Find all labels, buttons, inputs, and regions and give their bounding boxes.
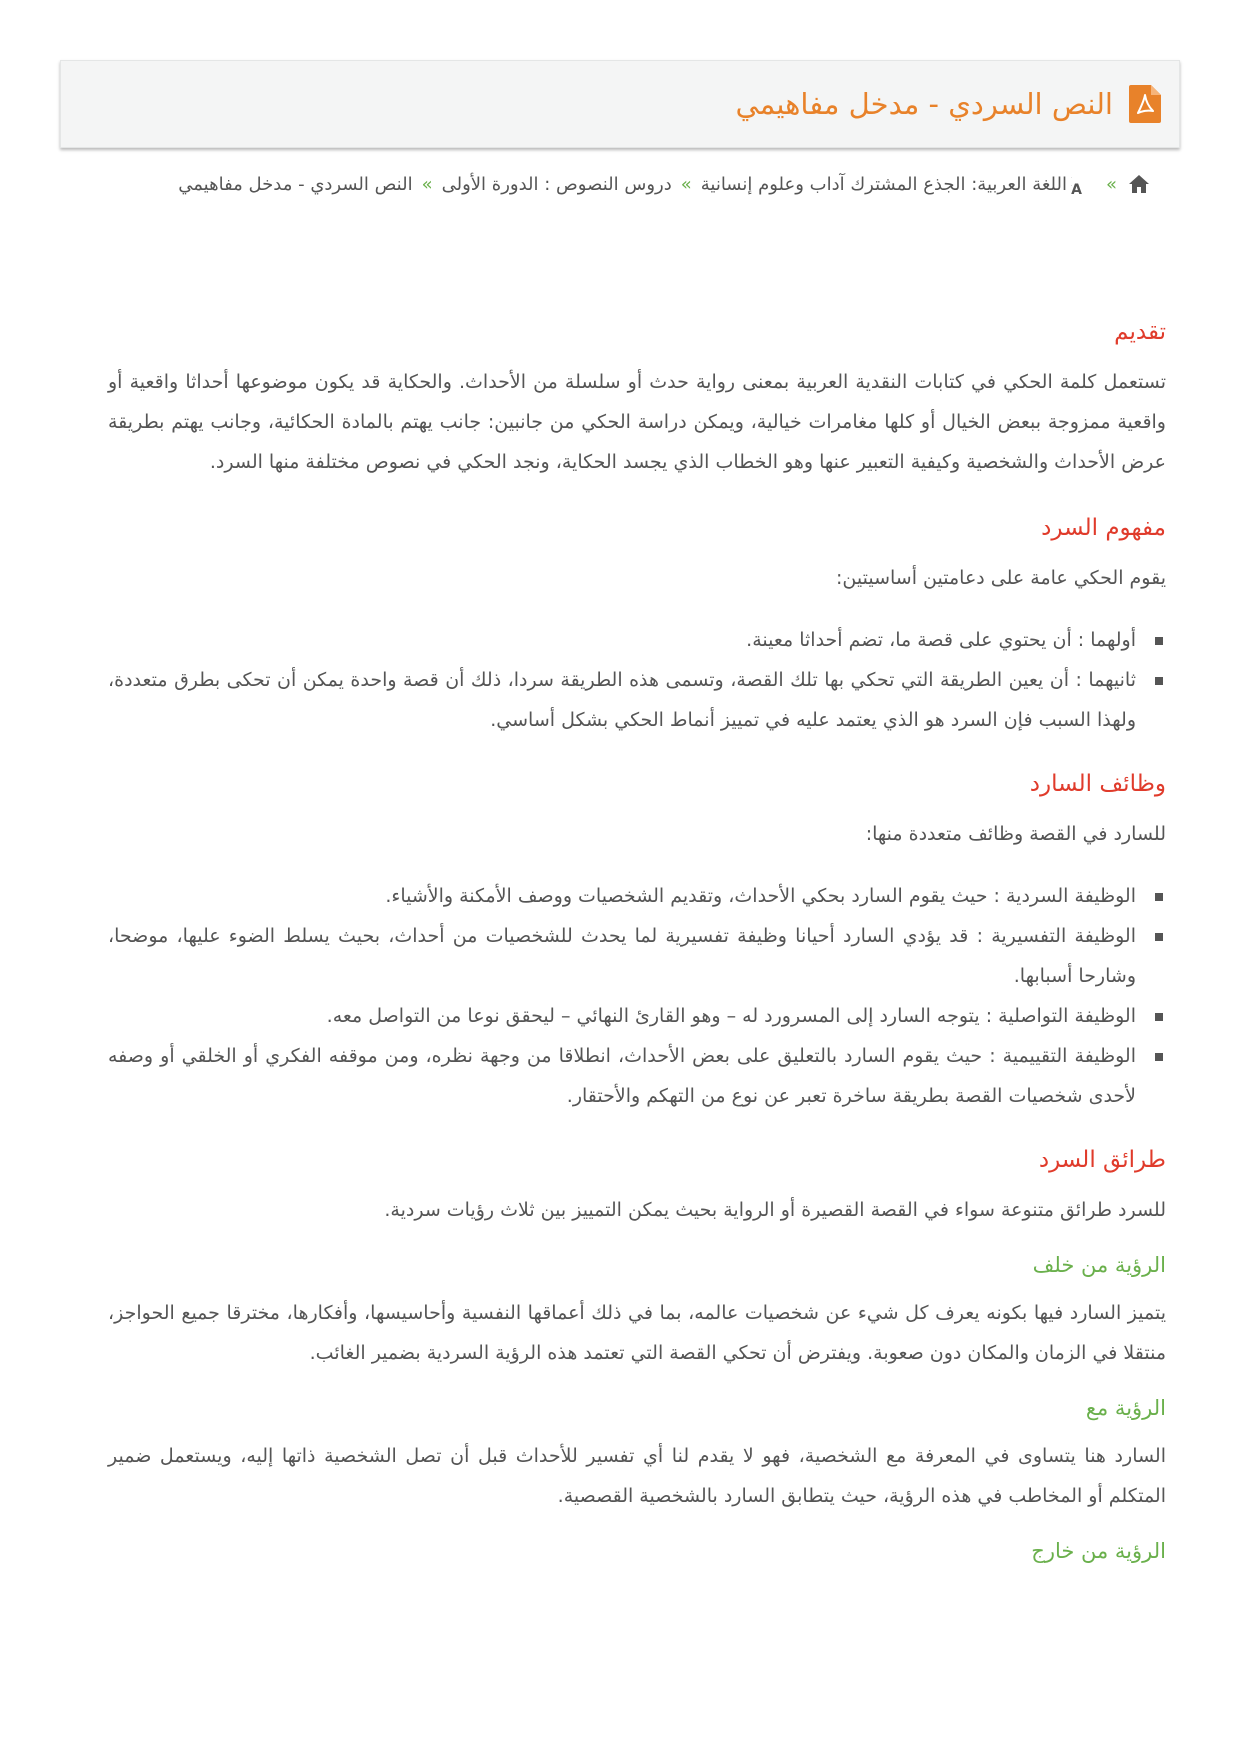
section-heading-functions: وظائف السارد <box>1029 770 1166 797</box>
list-item: ثانيهما : أن يعين الطريقة التي تحكي بها تلك القصة، وتسمى هذه الطريقة سردا، ذلك أن قصة واحدة يمكن أن تحكى بطرق متعددة، ولهذا السبب فإن السرد هو الذي يعتمد عليه في تمييز أنماط الحكي بشكل أساسي. <box>108 660 1166 740</box>
list-item: الوظيفة التواصلية : يتوجه السارد إلى المسرورد له – وهو القارئ النهائي – ليحقق نوعا من التواصل معه. <box>108 996 1166 1036</box>
breadcrumb-separator: » <box>680 173 692 195</box>
vision-behind-paragraph: يتميز السارد فيها بكونه يعرف كل شيء عن شخصيات عالمه، بما في ذلك أعماقها النفسية وأحاسيسها، وأفكارها، مخترقا جميع الحواجز، منتقلا في الزمان والمكان دون صعوبة. ويفترض أن تحكي القصة التي تعتمد هذه الرؤية السردية بضمير الغائب. <box>108 1301 1166 1364</box>
translate-icon <box>1071 172 1097 196</box>
article-content <box>60 318 1180 1565</box>
section-heading-methods: طرائق السرد <box>1038 1146 1166 1173</box>
svg-text:A: A <box>1071 182 1082 196</box>
breadcrumb-current: النص السردي - مدخل مفاهيمي <box>178 173 413 195</box>
concept-list <box>108 620 1166 740</box>
breadcrumb-link-lessons[interactable]: دروس النصوص : الدورة الأولى <box>441 173 672 195</box>
concept-lead: يقوم الحكي عامة على دعامتين أساسيتين: <box>836 566 1166 589</box>
document-page <box>60 60 1180 1579</box>
home-icon[interactable] <box>1126 172 1152 196</box>
methods-lead: للسرد طرائق متنوعة سواء في القصة القصيرة أو الرواية بحيث يمكن التمييز بين ثلاث رؤيات سردية. <box>384 1198 1166 1221</box>
section-concept <box>108 514 1166 740</box>
list-item: الوظيفة السردية : حيث يقوم السارد بحكي الأحداث، وتقديم الشخصيات ووصف الأمكنة والأشياء. <box>108 876 1166 916</box>
breadcrumb-separator: » <box>1105 173 1117 195</box>
section-methods <box>108 1146 1166 1566</box>
subheading-vision-outside: الرؤية من خارج <box>1031 1539 1166 1564</box>
section-heading-concept: مفهوم السرد <box>1041 514 1166 541</box>
vision-with-paragraph: السارد هنا يتساوى في المعرفة مع الشخصية، فهو لا يقدم لنا أي تفسير للأحداث قبل أن تصل الشخصية ذاتها إليه، ويستعمل ضمير المتكلم أو المخاطب في هذه الرؤية، حيث يتطابق السارد بالشخصية القصصية. <box>108 1445 1166 1508</box>
list-item: أولهما : أن يحتوي على قصة ما، تضم أحداثا معينة. <box>108 620 1166 660</box>
functions-lead: للسارد في القصة وظائف متعددة منها: <box>865 822 1166 845</box>
section-functions <box>108 770 1166 1116</box>
functions-list <box>108 876 1166 1116</box>
subheading-vision-with: الرؤية مع <box>1085 1395 1166 1420</box>
intro-paragraph: تستعمل كلمة الحكي في كتابات النقدية العربية بمعنى رواية حدث أو سلسلة من الأحداث. والحكاية قد يكون موضوعها أحداثا واقعية أو واقعية ممزوجة ببعض الخيال أو كلها مغامرات خيالية، ويمكن دراسة الحكي من جانبين: جانب يهتم بالمادة الحكائية، وجانب يهتم بطريقة عرض الأحداث والشخصية وكيفية التعبير عنها وهو الخطاب الذي يجسد الحكاية، ونجد الحكي في نصوص مختلفة منها السرد. <box>108 370 1166 473</box>
page-title: النص السردي - مدخل مفاهيمي <box>735 86 1113 121</box>
list-item: الوظيفة التقييمية : حيث يقوم السارد بالتعليق على بعض الأحداث، انطلاقا من وجهة نظره، ومن موقفه الفكري أو الخلقي أو وصفه لأحدى شخصيات القصة بطريقة ساخرة تعبر عن نوع من التهكم والأحتقار. <box>108 1036 1166 1116</box>
page-header <box>60 60 1180 148</box>
breadcrumb-separator: » <box>421 173 433 195</box>
pdf-icon[interactable] <box>1129 85 1161 123</box>
subheading-vision-behind: الرؤية من خلف <box>1032 1252 1166 1277</box>
breadcrumb-link-subject[interactable]: اللغة العربية: الجذع المشترك آداب وعلوم إنسانية <box>700 173 1067 195</box>
section-intro <box>108 318 1166 482</box>
section-heading-intro: تقديم <box>1114 319 1166 345</box>
breadcrumb <box>60 172 1180 196</box>
list-item: الوظيفة التفسيرية : قد يؤدي السارد أحيانا وظيفة تفسيرية لما يحدث للشخصيات من أحداث، بحيث يسلط الضوء عليها، موضحا، وشارحا أسبابها. <box>108 916 1166 996</box>
